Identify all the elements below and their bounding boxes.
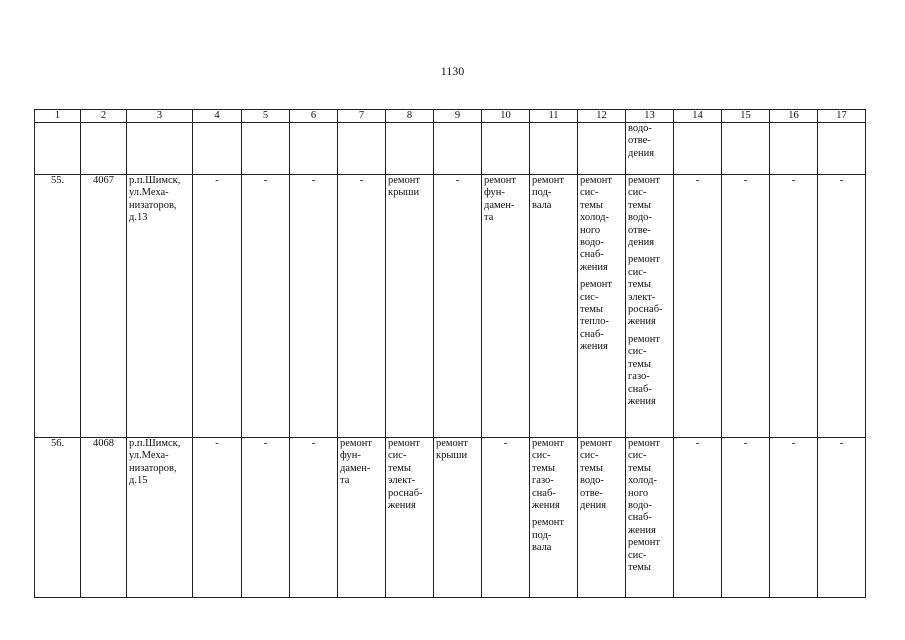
table-cell [482, 123, 530, 175]
cell-text: ремонт сис- темы холод- ного водо- снаб- жения [580, 175, 613, 273]
table-cell [81, 123, 127, 175]
column-header: 16 [770, 110, 818, 123]
cell-text: ремонт сис- темы элект- роснаб- жения [388, 438, 423, 512]
table-cell [338, 123, 386, 175]
table-cell: - [338, 175, 386, 438]
repair-schedule-table [34, 109, 866, 598]
table-cell: - [434, 175, 482, 438]
table-cell [722, 123, 770, 175]
table-cell [434, 123, 482, 175]
table-cell [578, 123, 626, 175]
table-cell [127, 123, 193, 175]
table-cell [626, 175, 674, 438]
column-header: 3 [127, 110, 193, 123]
column-header: 1 [35, 110, 81, 123]
address [127, 438, 193, 598]
cell-text: ремонт сис- темы тепло- снаб- жения [580, 279, 613, 353]
column-header: 17 [818, 110, 866, 123]
table-cell [434, 438, 482, 598]
table-cell [530, 175, 578, 438]
table-cell: - [818, 175, 866, 438]
table-cell [193, 123, 242, 175]
table-cell [530, 123, 578, 175]
column-header: 11 [530, 110, 578, 123]
column-header: 12 [578, 110, 626, 123]
cell-text: ремонт фун- дамен- та [340, 438, 373, 487]
table-cell [626, 438, 674, 598]
table-cell: - [290, 438, 338, 598]
cell-text: водо- отве- дения [628, 123, 655, 159]
building-id: 4067 [81, 175, 127, 438]
table-cell [674, 123, 722, 175]
cell-text: ремонт крыши [388, 175, 421, 199]
table-cell: - [722, 175, 770, 438]
cell-text: ремонт сис- темы элект- роснаб- жения [628, 254, 663, 328]
table-cell [386, 123, 434, 175]
cell-text: ремонт сис- темы холод- ного водо- снаб- жения ремонт сис- темы [628, 438, 661, 574]
column-header: 10 [482, 110, 530, 123]
column-header: 15 [722, 110, 770, 123]
cell-text: ремонт фун- дамен- та [484, 175, 517, 224]
column-header: 9 [434, 110, 482, 123]
table-cell [578, 438, 626, 598]
address [127, 175, 193, 438]
cell-text: ремонт крыши [436, 438, 469, 462]
table-cell: - [770, 175, 818, 438]
table-cell [626, 123, 674, 175]
table-row [35, 175, 866, 438]
column-header: 8 [386, 110, 434, 123]
header-row [35, 110, 866, 123]
table-cell [578, 175, 626, 438]
table-cell: - [674, 438, 722, 598]
continuation-row [35, 123, 866, 175]
table-cell [35, 123, 81, 175]
table-cell: - [290, 175, 338, 438]
cell-text: ремонт сис- темы газо- снаб- жения [628, 333, 661, 407]
table-cell: - [482, 438, 530, 598]
column-header: 14 [674, 110, 722, 123]
table-cell: - [818, 438, 866, 598]
column-header: 13 [626, 110, 674, 123]
table-cell [386, 438, 434, 598]
address-text: р.п.Шимск, ул.Меха- низаторов, д.13 [129, 175, 181, 224]
cell-text: ремонт сис- темы водо- отве- дения [628, 175, 661, 249]
row-number: 56. [35, 438, 81, 598]
table-cell [290, 123, 338, 175]
address-text: р.п.Шимск, ул.Меха- низаторов, д.15 [129, 438, 181, 487]
table-cell: - [242, 438, 290, 598]
building-id: 4068 [81, 438, 127, 598]
column-header: 6 [290, 110, 338, 123]
cell-text: ремонт сис- темы газо- снаб- жения [532, 438, 565, 512]
table-cell: - [674, 175, 722, 438]
table-row [35, 438, 866, 598]
table-cell [530, 438, 578, 598]
cell-text: ремонт сис- темы водо- отве- дения [580, 438, 613, 512]
row-number: 55. [35, 175, 81, 438]
table-cell [770, 123, 818, 175]
table-cell: - [722, 438, 770, 598]
cell-text: ремонт под- вала [532, 175, 565, 211]
column-header: 5 [242, 110, 290, 123]
cell-text: ремонт под- вала [532, 517, 565, 554]
table-cell: - [193, 175, 242, 438]
table-cell: - [770, 438, 818, 598]
page-number: 1130 [440, 64, 465, 78]
table-cell: - [242, 175, 290, 438]
table-cell [818, 123, 866, 175]
column-header: 2 [81, 110, 127, 123]
table-cell: - [193, 438, 242, 598]
column-header: 4 [193, 110, 242, 123]
table-cell [242, 123, 290, 175]
table-cell [338, 438, 386, 598]
table-cell [482, 175, 530, 438]
column-header: 7 [338, 110, 386, 123]
table-cell [386, 175, 434, 438]
